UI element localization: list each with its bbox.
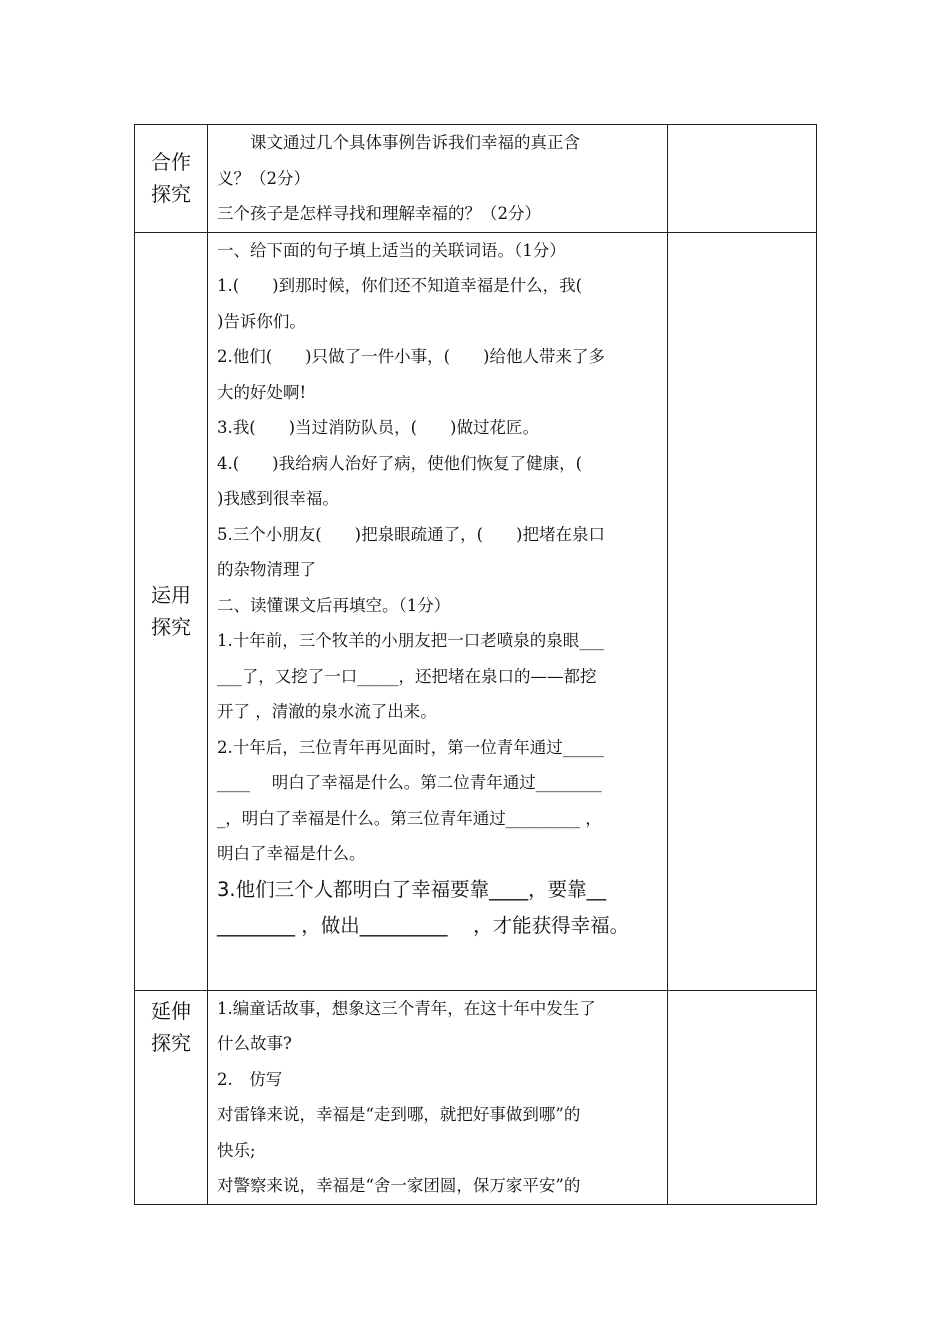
text-line: 对警察来说，幸福是“舍一家团圆，保万家平安”的 <box>217 1176 581 1195</box>
section-content <box>208 125 668 233</box>
section-label <box>135 125 208 233</box>
section-label <box>135 232 208 990</box>
text-line: ___了，又挖了一口_____，还把堵在泉口的——都挖 <box>217 666 597 686</box>
section-label-line: 运用 <box>151 583 191 607</box>
worksheet-table <box>134 124 817 1205</box>
text-line: 2.十年后，三位青年再见面时，第一位青年通过_____ <box>217 737 604 757</box>
text-line: 1.十年前，三个牧羊的小朋友把一口老喷泉的泉眼___ <box>217 631 604 650</box>
text-line: )告诉你们。 <box>217 311 306 331</box>
text-line: 5.三个小朋友( )把泉眼疏通了，( )把堵在泉口 <box>217 524 605 544</box>
text-line: 1.编童话故事，想象这三个青年，在这十年中发生了 <box>217 998 596 1018</box>
section-label-line: 探究 <box>151 615 191 639</box>
section-row-cooperative-inquiry <box>135 125 817 233</box>
text-line: 一、给下面的句子填上适当的关联词语。（1分） <box>217 240 566 260</box>
large-text-block <box>217 872 661 944</box>
section-label-line: 合作 <box>151 150 191 175</box>
text-line: 义？（2分） <box>217 168 310 188</box>
text-line: 明白了幸福是什么。 <box>217 844 366 863</box>
text-line: 1.( )到那时候，你们还不知道幸福是什么，我( <box>217 276 583 295</box>
text-line: 大的好处啊! <box>217 382 307 402</box>
text-line: ____ 明白了幸福是什么。第二位青年通过________ <box>217 773 602 792</box>
section-content <box>208 232 668 990</box>
text-line: 4.( )我给病人治好了病，使他们恢复了健康，( <box>217 453 583 473</box>
text-line: 2.他们( )只做了一件小事，( )给他人带来了多 <box>217 347 605 366</box>
text-line: 3.我( )当过消防队员，( )做过花匠。 <box>217 418 539 437</box>
section-row-applied-inquiry <box>135 232 817 990</box>
section-label-line: 延伸 <box>151 998 191 1023</box>
text-line: 二、读懂课文后再填空。（1分） <box>217 595 451 615</box>
text-line: 2. 仿写 <box>217 1069 283 1089</box>
section-content <box>208 990 668 1204</box>
text-line: 课文通过几个具体事例告诉我们幸福的真正含 <box>250 133 580 152</box>
text-line: 三个孩子是怎样寻找和理解幸福的？（2分） <box>217 204 541 223</box>
section-label <box>135 990 208 1204</box>
notes-cell <box>668 125 817 233</box>
notes-cell <box>668 990 817 1204</box>
text-line: 3.他们三个人都明白了幸福要靠____，要靠__ <box>217 877 607 901</box>
text-line: 对雷锋来说，幸福是“走到哪，就把好事做到哪”的 <box>217 1105 581 1124</box>
text-line: )我感到很幸福。 <box>217 489 339 508</box>
text-line: 快乐; <box>217 1140 256 1160</box>
section-row-extended-inquiry <box>135 990 817 1204</box>
text-line: ________ ，做出_________ ，才能获得幸福。 <box>217 913 630 937</box>
section-label-line: 探究 <box>151 182 191 207</box>
text-line: _，明白了幸福是什么。第三位青年通过_________ ， <box>217 808 602 828</box>
text-line: 什么故事? <box>217 1034 292 1053</box>
section-label-line: 探究 <box>151 1030 191 1055</box>
notes-cell <box>668 232 817 990</box>
text-line: 开了 ，清澈的泉水流了出来。 <box>217 702 437 721</box>
text-line: 的杂物清理了 <box>217 560 316 579</box>
